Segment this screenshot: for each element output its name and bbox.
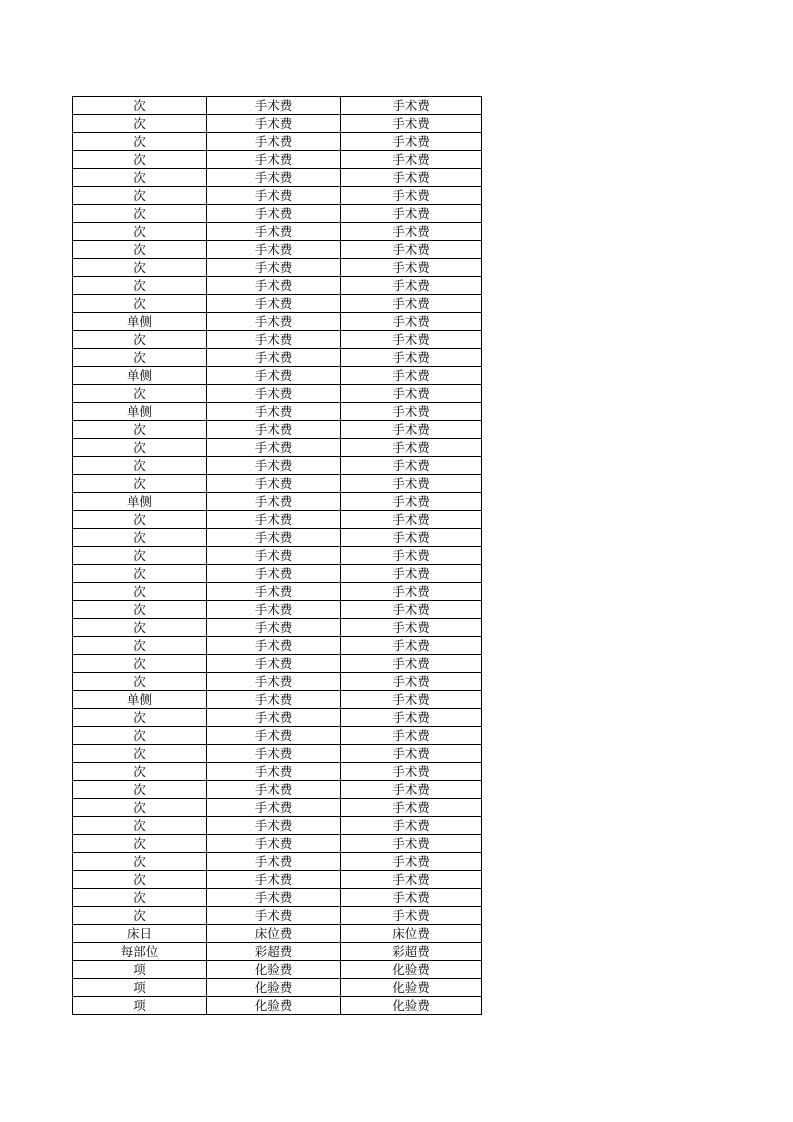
unit-cell: 次 xyxy=(73,115,207,133)
category-cell: 手术费 xyxy=(207,601,341,619)
unit-cell: 次 xyxy=(73,619,207,637)
unit-cell: 次 xyxy=(73,871,207,889)
unit-cell: 项 xyxy=(73,997,207,1015)
unit-cell: 次 xyxy=(73,547,207,565)
table-row xyxy=(73,457,482,475)
category-cell: 手术费 xyxy=(207,169,341,187)
table-row xyxy=(73,601,482,619)
category-cell: 化验费 xyxy=(207,997,341,1015)
unit-cell: 次 xyxy=(73,205,207,223)
table-row xyxy=(73,691,482,709)
unit-cell: 次 xyxy=(73,781,207,799)
category-cell: 手术费 xyxy=(207,745,341,763)
category-cell: 手术费 xyxy=(207,673,341,691)
table-row xyxy=(73,727,482,745)
category-cell: 手术费 xyxy=(207,781,341,799)
category-cell: 手术费 xyxy=(207,583,341,601)
fee-type-cell: 手术费 xyxy=(341,835,482,853)
table-row xyxy=(73,637,482,655)
category-cell: 手术费 xyxy=(207,313,341,331)
table-row xyxy=(73,367,482,385)
table-row xyxy=(73,295,482,313)
category-cell: 手术费 xyxy=(207,637,341,655)
fee-type-cell: 手术费 xyxy=(341,385,482,403)
table-row xyxy=(73,313,482,331)
unit-cell: 每部位 xyxy=(73,943,207,961)
table-row xyxy=(73,583,482,601)
unit-cell: 次 xyxy=(73,709,207,727)
table-row xyxy=(73,475,482,493)
fee-type-cell: 手术费 xyxy=(341,349,482,367)
table-row xyxy=(73,547,482,565)
category-cell: 手术费 xyxy=(207,295,341,313)
table-row xyxy=(73,493,482,511)
table-row xyxy=(73,997,482,1015)
category-cell: 手术费 xyxy=(207,475,341,493)
fee-type-cell: 手术费 xyxy=(341,907,482,925)
category-cell: 手术费 xyxy=(207,619,341,637)
category-cell: 化验费 xyxy=(207,979,341,997)
unit-cell: 次 xyxy=(73,169,207,187)
unit-cell: 次 xyxy=(73,799,207,817)
fee-type-cell: 手术费 xyxy=(341,799,482,817)
table-row xyxy=(73,97,482,115)
unit-cell: 次 xyxy=(73,529,207,547)
unit-cell: 次 xyxy=(73,295,207,313)
fee-type-cell: 手术费 xyxy=(341,547,482,565)
category-cell: 手术费 xyxy=(207,259,341,277)
table-row xyxy=(73,763,482,781)
unit-cell: 次 xyxy=(73,151,207,169)
fee-table xyxy=(72,96,482,1015)
table-row xyxy=(73,115,482,133)
category-cell: 手术费 xyxy=(207,763,341,781)
category-cell: 手术费 xyxy=(207,511,341,529)
table-row xyxy=(73,943,482,961)
unit-cell: 次 xyxy=(73,637,207,655)
unit-cell: 次 xyxy=(73,133,207,151)
category-cell: 手术费 xyxy=(207,331,341,349)
table-row xyxy=(73,169,482,187)
table-row xyxy=(73,979,482,997)
category-cell: 手术费 xyxy=(207,385,341,403)
category-cell: 手术费 xyxy=(207,133,341,151)
unit-cell: 次 xyxy=(73,439,207,457)
table-row xyxy=(73,799,482,817)
category-cell: 手术费 xyxy=(207,655,341,673)
fee-type-cell: 手术费 xyxy=(341,691,482,709)
table-row xyxy=(73,817,482,835)
fee-type-cell: 手术费 xyxy=(341,673,482,691)
category-cell: 手术费 xyxy=(207,367,341,385)
category-cell: 手术费 xyxy=(207,223,341,241)
table-row xyxy=(73,439,482,457)
unit-cell: 单侧 xyxy=(73,403,207,421)
fee-type-cell: 手术费 xyxy=(341,475,482,493)
table-row xyxy=(73,961,482,979)
fee-type-cell: 手术费 xyxy=(341,187,482,205)
table-row xyxy=(73,223,482,241)
unit-cell: 次 xyxy=(73,277,207,295)
fee-type-cell: 手术费 xyxy=(341,871,482,889)
unit-cell: 次 xyxy=(73,97,207,115)
category-cell: 化验费 xyxy=(207,961,341,979)
fee-type-cell: 手术费 xyxy=(341,241,482,259)
category-cell: 手术费 xyxy=(207,115,341,133)
fee-type-cell: 手术费 xyxy=(341,637,482,655)
category-cell: 手术费 xyxy=(207,457,341,475)
fee-type-cell: 手术费 xyxy=(341,205,482,223)
unit-cell: 次 xyxy=(73,511,207,529)
category-cell: 手术费 xyxy=(207,205,341,223)
table-row xyxy=(73,241,482,259)
category-cell: 手术费 xyxy=(207,349,341,367)
unit-cell: 次 xyxy=(73,889,207,907)
category-cell: 手术费 xyxy=(207,493,341,511)
unit-cell: 次 xyxy=(73,655,207,673)
category-cell: 床位费 xyxy=(207,925,341,943)
unit-cell: 单侧 xyxy=(73,313,207,331)
unit-cell: 床日 xyxy=(73,925,207,943)
category-cell: 手术费 xyxy=(207,277,341,295)
table-row xyxy=(73,709,482,727)
unit-cell: 单侧 xyxy=(73,493,207,511)
fee-type-cell: 化验费 xyxy=(341,997,482,1015)
fee-type-cell: 手术费 xyxy=(341,331,482,349)
table-row xyxy=(73,529,482,547)
unit-cell: 次 xyxy=(73,817,207,835)
table-row xyxy=(73,151,482,169)
fee-type-cell: 手术费 xyxy=(341,151,482,169)
table-row xyxy=(73,133,482,151)
fee-type-cell: 手术费 xyxy=(341,817,482,835)
unit-cell: 次 xyxy=(73,385,207,403)
category-cell: 手术费 xyxy=(207,799,341,817)
category-cell: 手术费 xyxy=(207,547,341,565)
category-cell: 手术费 xyxy=(207,835,341,853)
fee-type-cell: 手术费 xyxy=(341,889,482,907)
category-cell: 手术费 xyxy=(207,151,341,169)
table-row xyxy=(73,403,482,421)
table-row xyxy=(73,907,482,925)
category-cell: 手术费 xyxy=(207,187,341,205)
unit-cell: 次 xyxy=(73,223,207,241)
fee-type-cell: 手术费 xyxy=(341,781,482,799)
unit-cell: 次 xyxy=(73,583,207,601)
category-cell: 手术费 xyxy=(207,907,341,925)
unit-cell: 次 xyxy=(73,331,207,349)
unit-cell: 次 xyxy=(73,745,207,763)
fee-type-cell: 手术费 xyxy=(341,763,482,781)
fee-type-cell: 手术费 xyxy=(341,277,482,295)
fee-type-cell: 手术费 xyxy=(341,583,482,601)
unit-cell: 次 xyxy=(73,349,207,367)
unit-cell: 次 xyxy=(73,475,207,493)
fee-type-cell: 手术费 xyxy=(341,367,482,385)
fee-type-cell: 手术费 xyxy=(341,97,482,115)
table-row xyxy=(73,871,482,889)
fee-type-cell: 手术费 xyxy=(341,727,482,745)
unit-cell: 次 xyxy=(73,907,207,925)
unit-cell: 项 xyxy=(73,979,207,997)
table-row xyxy=(73,385,482,403)
fee-type-cell: 手术费 xyxy=(341,421,482,439)
fee-type-cell: 手术费 xyxy=(341,223,482,241)
category-cell: 彩超费 xyxy=(207,943,341,961)
table-row xyxy=(73,205,482,223)
table-row xyxy=(73,655,482,673)
unit-cell: 次 xyxy=(73,421,207,439)
table-row xyxy=(73,889,482,907)
fee-type-cell: 手术费 xyxy=(341,439,482,457)
unit-cell: 次 xyxy=(73,673,207,691)
fee-type-cell: 手术费 xyxy=(341,259,482,277)
fee-type-cell: 手术费 xyxy=(341,313,482,331)
fee-type-cell: 手术费 xyxy=(341,529,482,547)
category-cell: 手术费 xyxy=(207,529,341,547)
unit-cell: 次 xyxy=(73,853,207,871)
category-cell: 手术费 xyxy=(207,889,341,907)
fee-type-cell: 手术费 xyxy=(341,493,482,511)
table-row xyxy=(73,511,482,529)
table-row xyxy=(73,277,482,295)
table-row xyxy=(73,187,482,205)
unit-cell: 单侧 xyxy=(73,691,207,709)
fee-type-cell: 手术费 xyxy=(341,403,482,421)
fee-type-cell: 手术费 xyxy=(341,295,482,313)
fee-type-cell: 化验费 xyxy=(341,961,482,979)
fee-type-cell: 手术费 xyxy=(341,457,482,475)
fee-type-cell: 手术费 xyxy=(341,511,482,529)
category-cell: 手术费 xyxy=(207,421,341,439)
category-cell: 手术费 xyxy=(207,439,341,457)
fee-type-cell: 床位费 xyxy=(341,925,482,943)
category-cell: 手术费 xyxy=(207,727,341,745)
fee-type-cell: 手术费 xyxy=(341,169,482,187)
unit-cell: 次 xyxy=(73,763,207,781)
unit-cell: 次 xyxy=(73,187,207,205)
fee-type-cell: 化验费 xyxy=(341,979,482,997)
table-row xyxy=(73,619,482,637)
table-row xyxy=(73,673,482,691)
fee-type-cell: 手术费 xyxy=(341,853,482,871)
unit-cell: 次 xyxy=(73,601,207,619)
table-row xyxy=(73,835,482,853)
unit-cell: 次 xyxy=(73,241,207,259)
category-cell: 手术费 xyxy=(207,709,341,727)
fee-table-body xyxy=(73,97,482,1015)
unit-cell: 次 xyxy=(73,835,207,853)
fee-type-cell: 彩超费 xyxy=(341,943,482,961)
fee-type-cell: 手术费 xyxy=(341,115,482,133)
fee-type-cell: 手术费 xyxy=(341,133,482,151)
fee-type-cell: 手术费 xyxy=(341,655,482,673)
category-cell: 手术费 xyxy=(207,97,341,115)
table-row xyxy=(73,745,482,763)
fee-type-cell: 手术费 xyxy=(341,601,482,619)
fee-type-cell: 手术费 xyxy=(341,745,482,763)
table-row xyxy=(73,349,482,367)
table-row xyxy=(73,781,482,799)
category-cell: 手术费 xyxy=(207,565,341,583)
unit-cell: 次 xyxy=(73,565,207,583)
table-row xyxy=(73,925,482,943)
unit-cell: 次 xyxy=(73,457,207,475)
table-row xyxy=(73,259,482,277)
unit-cell: 项 xyxy=(73,961,207,979)
table-row xyxy=(73,421,482,439)
fee-type-cell: 手术费 xyxy=(341,709,482,727)
fee-type-cell: 手术费 xyxy=(341,565,482,583)
category-cell: 手术费 xyxy=(207,691,341,709)
category-cell: 手术费 xyxy=(207,871,341,889)
category-cell: 手术费 xyxy=(207,817,341,835)
category-cell: 手术费 xyxy=(207,241,341,259)
unit-cell: 次 xyxy=(73,727,207,745)
table-row xyxy=(73,565,482,583)
category-cell: 手术费 xyxy=(207,403,341,421)
unit-cell: 单侧 xyxy=(73,367,207,385)
category-cell: 手术费 xyxy=(207,853,341,871)
unit-cell: 次 xyxy=(73,259,207,277)
table-row xyxy=(73,853,482,871)
table-row xyxy=(73,331,482,349)
fee-type-cell: 手术费 xyxy=(341,619,482,637)
